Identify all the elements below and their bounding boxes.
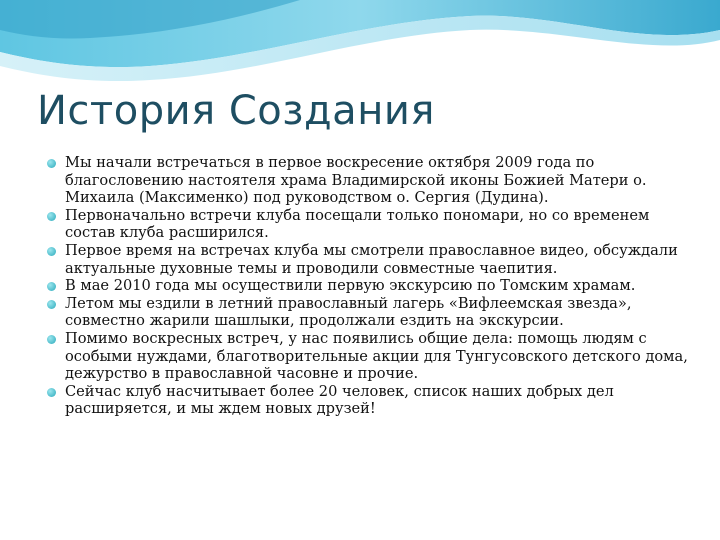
slide-title: История Создания — [37, 88, 435, 134]
bullet-item — [44, 330, 704, 383]
bullet-list — [44, 154, 704, 418]
bullet-text: Первое время на встречах клуба мы смотрели православное видео, обсуждали актуальные духовные темы и проводили совместные чаепития. — [65, 241, 678, 277]
bullet-item — [44, 242, 704, 277]
bullet-text: Первоначально встречи клуба посещали только пономари, но со временем состав клуба расширился. — [65, 206, 650, 242]
bullet-icon — [47, 212, 56, 221]
bullet-text: В мае 2010 года мы осуществили первую экскурсию по Томским храмам. — [65, 277, 636, 295]
bullet-icon — [47, 388, 56, 397]
bullet-icon — [47, 247, 56, 256]
bullet-text: Мы начали встречаться в первое воскресение октября 2009 года по благословению настоятеля храма Владимирской иконы Божией Матери о. Михаила (Максименко) под руководством о. Сергия (Дудина). — [65, 154, 647, 207]
bullet-item — [44, 295, 704, 330]
bullet-icon — [47, 300, 56, 309]
bullet-item — [44, 207, 704, 242]
bullet-icon — [47, 282, 56, 291]
bullet-icon — [47, 335, 56, 344]
bullet-icon — [47, 159, 56, 168]
bullet-item — [44, 277, 704, 295]
bullet-text: Летом мы ездили в летний православный лагерь «Вифлеемская звезда», совместно жарили шашлыки, продолжали ездить на экскурсии. — [65, 294, 632, 330]
wave-header-decoration — [0, 0, 720, 90]
bullet-text: Сейчас клуб насчитывает более 20 человек, список наших добрых дел расширяется, и мы ждем новых друзей! — [65, 382, 614, 418]
bullet-item — [44, 383, 704, 418]
bullet-text: Помимо воскресных встреч, у нас появились общие дела: помощь людям с особыми нуждами, благотворительные акции для Тунгусовского детского дома, дежурство в православной часовне и прочие. — [65, 329, 688, 383]
bullet-item — [44, 154, 704, 207]
